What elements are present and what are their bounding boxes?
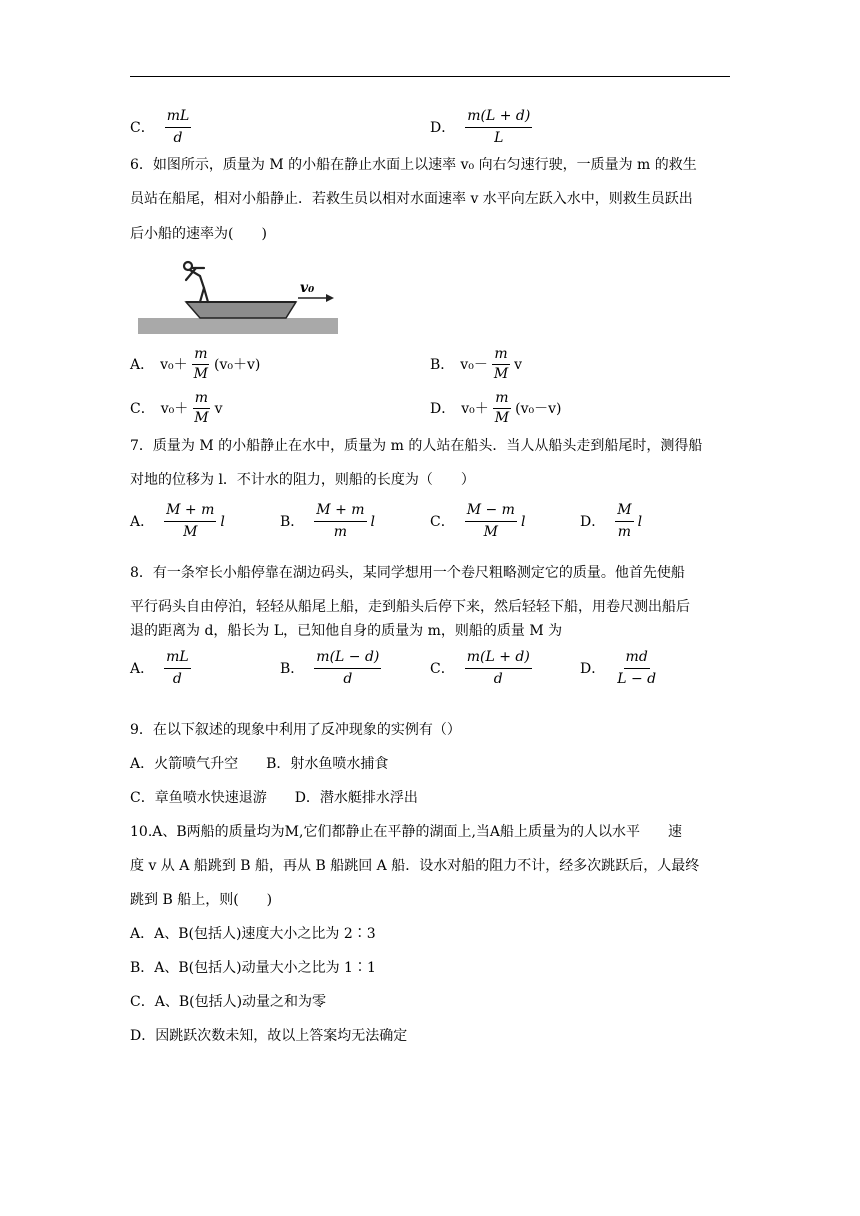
fraction: $\frac{m}{M}$ (494, 390, 510, 426)
q10-option-b: B．A、B(包括人)动量大小之比为 1∶1 (130, 960, 376, 976)
q9-options-row2: C．章鱼喷水快速退游 D．潜水艇排水浮出 (130, 790, 418, 806)
q5-option-d: D． $\frac{m(L + d)}{L}$ (430, 108, 531, 146)
fraction: $\frac{md}{L - d}$ (617, 649, 657, 687)
boat-shape (186, 302, 296, 318)
q8-stem-line2: 平行码头自由停泊，轻轻从船尾上船，走到船头后停下来，然后轻轻下船，用卷尺测出船后 (130, 599, 690, 615)
fraction: $\frac{m}{M}$ (493, 346, 509, 382)
fraction: $\frac{mL}{d}$ (166, 649, 189, 687)
fraction: $\frac{m(L - d)}{d}$ (316, 649, 380, 687)
fraction: $\frac{m}{M}$ (194, 390, 209, 426)
q6-option-c: C． v₀＋ $\frac{m}{M}$ v (130, 390, 223, 426)
q5-option-c: C． $\frac{mL}{d}$ (130, 108, 190, 146)
figure-v0-label: v₀ (300, 280, 315, 296)
fraction: $\frac{m(L + d)}{d}$ (466, 649, 530, 687)
q8-option-c: C． $\frac{m(L + d)}{d}$ (430, 649, 530, 687)
fraction: $\frac{m}{M}$ (193, 346, 208, 382)
q8-stem-line3: 退的距离为 d，船长为 L，已知他自身的质量为 m，则船的质量 M 为 (130, 623, 563, 639)
q6-stem-line1: 6．如图所示，质量为 M 的小船在静止水面上以速率 v₀ 向右匀速行驶，一质量为 m 的救生 (130, 157, 697, 173)
lifeguard-boat-figure (138, 254, 338, 340)
fraction: $\frac{M}{m}$ (617, 502, 632, 540)
q9-stem: 9．在以下叙述的现象中利用了反冲现象的实例有（） (130, 722, 461, 738)
header-rule (130, 76, 730, 77)
q7-stem-line1: 7．质量为 M 的小船静止在水中，质量为 m 的人站在船头．当人从船头走到船尾时，测得船 (130, 438, 703, 454)
q7-option-b: B． $\frac{M + m}{m}$ l (280, 502, 376, 540)
q10-stem-line1: 10.A、B两船的质量均为M,它们都静止在平静的湖面上,当A船上质量为的人以水平 速 (130, 824, 683, 840)
q6-option-b: B． v₀－ $\frac{m}{M}$ v (430, 346, 523, 382)
q10-stem-line3: 跳到 B 船上，则( ) (130, 892, 273, 908)
q9-options-row1: A．火箭喷气升空 B．射水鱼喷水捕食 (130, 756, 389, 772)
fraction: $\frac{M + m}{m}$ (316, 502, 365, 540)
q6-option-d: D． v₀＋ $\frac{m}{M}$ (v₀－v) (430, 390, 562, 426)
q6-option-a: A． v₀＋ $\frac{m}{M}$ (v₀＋v) (130, 346, 261, 382)
q10-option-c: C．A、B(包括人)动量之和为零 (130, 994, 327, 1010)
q10-stem-line2: 度 v 从 A 船跳到 B 船，再从 B 船跳回 A 船．设水对船的阻力不计，经多次跳跃后，人最终 (130, 858, 700, 874)
fraction: $\frac{M + m}{M}$ (166, 502, 215, 540)
water-surface (138, 318, 338, 334)
q8-option-b: B． $\frac{m(L - d)}{d}$ (280, 649, 380, 687)
q7-option-c: C． $\frac{M - m}{M}$ l (430, 502, 526, 540)
q6-stem-line3: 后小船的速率为( ) (130, 226, 267, 242)
q8-option-a: A． $\frac{mL}{d}$ (130, 649, 189, 687)
q7-option-a: A． $\frac{M + m}{M}$ l (130, 502, 225, 540)
fraction: $\frac{m(L + d)}{L}$ (467, 108, 531, 146)
q10-option-d: D．因跳跃次数未知，故以上答案均无法确定 (130, 1028, 408, 1044)
q8-stem-line1: 8．有一条窄长小船停靠在湖边码头，某同学想用一个卷尺粗略测定它的质量。他首先使船 (130, 565, 685, 581)
fraction: $\frac{mL}{d}$ (166, 108, 190, 146)
q7-stem-line2: 对地的位移为 l．不计水的阻力，则船的长度为（ ） (130, 472, 475, 488)
q6-stem-line2: 员站在船尾，相对小船静止．若救生员以相对水面速率 v 水平向左跃入水中，则救生员跃出 (130, 191, 693, 207)
lifeguard-icon (184, 262, 208, 302)
q10-option-a: A．A、B(包括人)速度大小之比为 2∶3 (130, 926, 376, 942)
fraction: $\frac{M - m}{M}$ (466, 502, 515, 540)
q8-option-d: D． $\frac{md}{L - d}$ (580, 649, 657, 687)
q7-option-d: D． $\frac{M}{m}$ l (580, 502, 643, 540)
